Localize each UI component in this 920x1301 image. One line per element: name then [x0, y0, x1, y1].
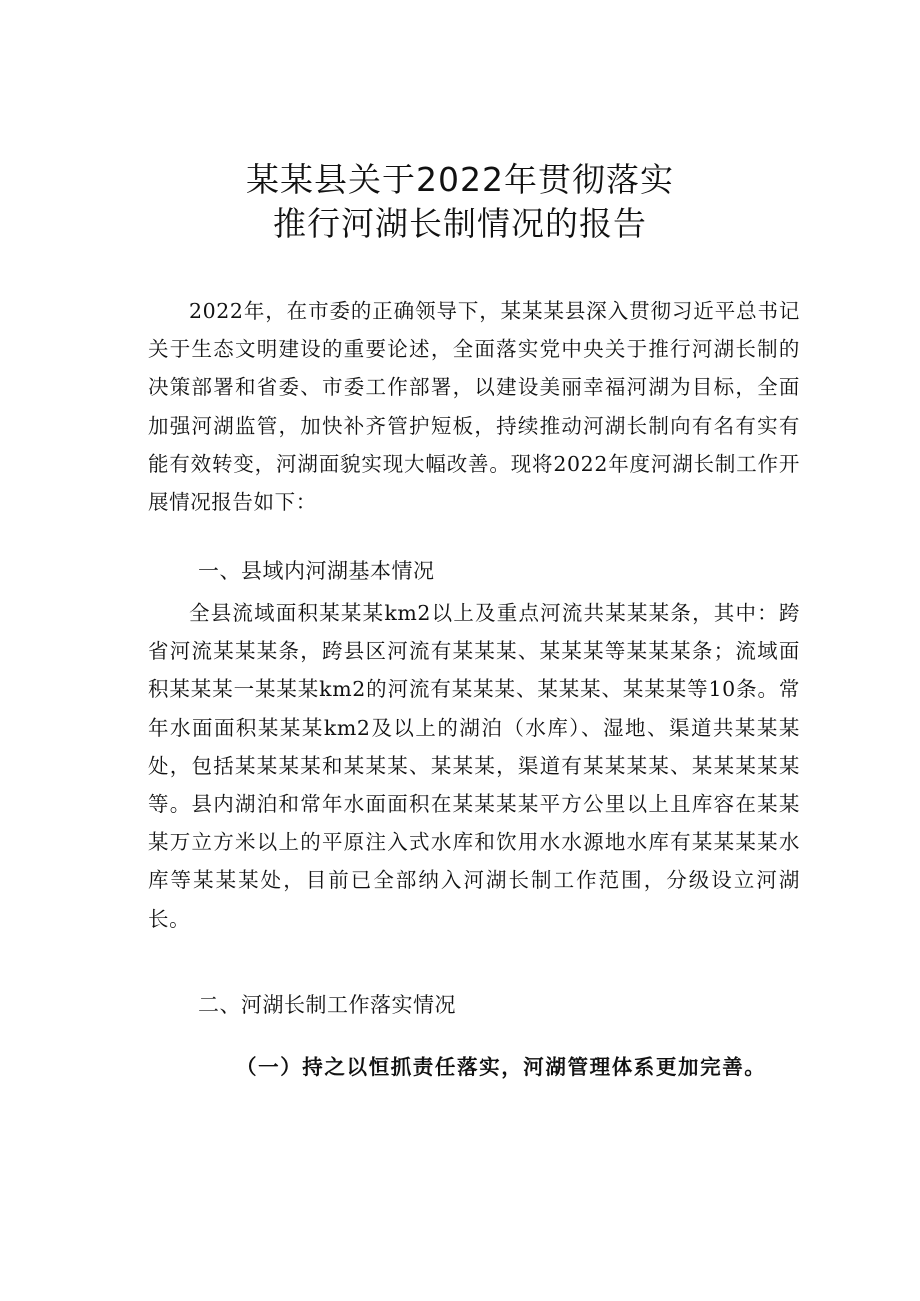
report-title-line-1: 某某县关于2022年贯彻落实 — [246, 160, 674, 199]
section-1-paragraph: 全县流域面积某某某km2以上及重点河流共某某某条，其中：跨省河流某某某条，跨县区河流有某某某、某某某等某某某条；流域面积某某某一某某某km2的河流有某某某、某某某、某某某等10条。常年水面面积某某某km2及以上的湖泊（水库）、湿地、渠道共某某某处，包括某某某某和某某某、某某某，渠道有某某某某、某某某某某等。县内湖泊和常年水面面积在某某某某平方公里以上且库容在某某某万立方米以上的平原注入式水库和饮用水水源地水库有某某某某水库等某某某处，目前已全部纳入河湖长制工作范围，分级设立河湖长。 — [148, 601, 800, 931]
section-2-heading: 二、河湖长制工作落实情况 — [198, 993, 456, 1017]
intro-paragraph: 2022年，在市委的正确领导下，某某某县深入贯彻习近平总书记关于生态文明建设的重要论述，全面落实党中央关于推行河湖长制的决策部署和省委、市委工作部署，以建设美丽幸福河湖为目标，全面加强河湖监管，加快补齐管护短板，持续推动河湖长制向有名有实有能有效转变，河湖面貌实现大幅改善。现将2022年度河湖长制工作开展情况报告如下： — [148, 299, 800, 515]
section-2-subheading-1: （一）持之以恒抓责任落实，河湖管理体系更加完善。 — [236, 1055, 767, 1079]
report-title-line-2: 推行河湖长制情况的报告 — [273, 204, 647, 243]
section-1-heading: 一、县域内河湖基本情况 — [198, 559, 435, 583]
